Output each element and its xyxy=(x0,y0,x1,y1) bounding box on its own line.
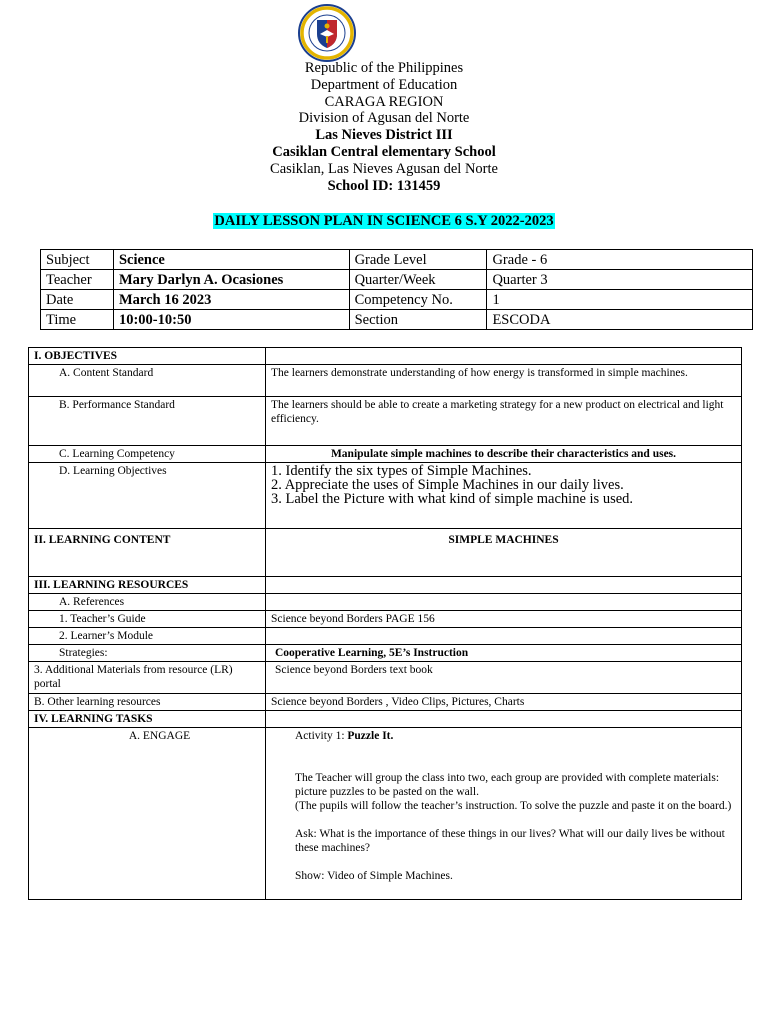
empty-cell xyxy=(266,628,742,645)
table-row xyxy=(29,728,742,900)
section-value: ESCODA xyxy=(487,310,753,330)
empty-cell xyxy=(266,711,742,728)
performance-standard-value: The learners should be able to create a marketing strategy for a new product on electrical and light efficiency. xyxy=(266,397,742,446)
grade-level-value: Grade - 6 xyxy=(487,250,753,270)
learning-objectives-label: D. Learning Objectives xyxy=(29,463,266,529)
engage-paragraph: Show: Video of Simple Machines. xyxy=(295,870,453,882)
engage-content xyxy=(266,728,742,900)
other-resources-value: Science beyond Borders , Video Clips, Pictures, Charts xyxy=(266,694,742,711)
learning-content-value: SIMPLE MACHINES xyxy=(266,529,742,577)
document-title-text: DAILY LESSON PLAN IN SCIENCE 6 S.Y 2022-2023 xyxy=(214,213,554,229)
header-republic: Republic of the Philippines xyxy=(304,60,464,76)
engage-activity xyxy=(295,729,737,743)
strategies-value: Cooperative Learning, 5E’s Instruction xyxy=(266,645,742,662)
table-row xyxy=(29,365,742,397)
subject-value: Science xyxy=(113,250,349,270)
strategies-label: Strategies: xyxy=(29,645,266,662)
learning-objectives-list xyxy=(266,463,742,529)
grade-level-label: Grade Level xyxy=(349,250,487,270)
engage-paragraph: Ask: What is the importance of these things in our lives? What will our daily lives be without these machines? xyxy=(295,828,725,854)
header-division: Division of Agusan del Norte xyxy=(298,110,470,127)
header-school-name: Casiklan Central elementary School xyxy=(272,143,496,160)
engage-paragraph: (The pupils will follow the teacher’s instruction. To solve the puzzle and paste it on the board.) xyxy=(295,800,732,812)
info-row xyxy=(41,270,753,290)
info-row xyxy=(41,290,753,310)
time-label: Time xyxy=(41,310,114,330)
table-row xyxy=(29,577,742,594)
competency-no-label: Competency No. xyxy=(349,290,487,310)
content-standard-label: A. Content Standard xyxy=(29,365,266,397)
header-school-address: Casiklan, Las Nieves Agusan del Norte xyxy=(270,160,498,177)
performance-standard-label: B. Performance Standard xyxy=(29,397,266,446)
learning-resources-heading: III. LEARNING RESOURCES xyxy=(29,577,266,594)
additional-materials-value: Science beyond Borders text book xyxy=(266,662,742,694)
empty-cell xyxy=(266,348,742,365)
lesson-plan-table xyxy=(28,347,742,900)
info-row xyxy=(41,310,753,330)
objective-item: 2. Appreciate the uses of Simple Machines in our daily lives. xyxy=(271,477,624,493)
engage-paragraph: The Teacher will group the class into two, each group are provided with complete materials: picture puzzles to be pasted on the wall. xyxy=(295,772,720,798)
table-row xyxy=(29,463,742,529)
time-value: 10:00-10:50 xyxy=(113,310,349,330)
deped-seal-icon xyxy=(296,4,358,62)
competency-no-value: 1 xyxy=(487,290,753,310)
learning-competency-label: C. Learning Competency xyxy=(29,446,266,463)
learning-content-heading: II. LEARNING CONTENT xyxy=(29,529,266,577)
engage-activity-name: Puzzle It. xyxy=(347,730,394,742)
document-title xyxy=(0,212,768,230)
engage-activity-prefix: Activity 1: xyxy=(295,730,348,742)
school-header xyxy=(0,60,768,194)
table-row xyxy=(29,594,742,611)
table-row xyxy=(29,711,742,728)
objective-item: 1. Identify the six types of Simple Machines. xyxy=(271,463,532,479)
table-row xyxy=(29,628,742,645)
learning-tasks-heading: IV. LEARNING TASKS xyxy=(29,711,266,728)
header-region: CARAGA REGION xyxy=(324,93,444,110)
objective-item: 3. Label the Picture with what kind of simple machine is used. xyxy=(271,491,634,507)
other-resources-label: B. Other learning resources xyxy=(29,694,266,711)
teacher-value: Mary Darlyn A. Ocasiones xyxy=(113,270,349,290)
empty-cell xyxy=(266,577,742,594)
additional-materials-label: 3. Additional Materials from resource (LR) portal xyxy=(29,662,266,694)
objectives-heading: I. OBJECTIVES xyxy=(29,348,266,365)
empty-cell xyxy=(266,594,742,611)
table-row xyxy=(29,446,742,463)
learners-module-label: 2. Learner’s Module xyxy=(29,628,266,645)
teachers-guide-value: Science beyond Borders PAGE 156 xyxy=(266,611,742,628)
table-row xyxy=(29,694,742,711)
section-label: Section xyxy=(349,310,487,330)
engage-label: A. ENGAGE xyxy=(29,728,266,900)
table-row xyxy=(29,529,742,577)
date-value: March 16 2023 xyxy=(113,290,349,310)
table-row xyxy=(29,397,742,446)
table-row xyxy=(29,645,742,662)
quarter-week-label: Quarter/Week xyxy=(349,270,487,290)
header-department: Department of Education xyxy=(310,76,458,93)
table-row xyxy=(29,611,742,628)
teachers-guide-label: 1. Teacher’s Guide xyxy=(29,611,266,628)
learning-competency-value: Manipulate simple machines to describe their characteristics and uses. xyxy=(266,446,742,463)
subject-label: Subject xyxy=(41,250,114,270)
table-row xyxy=(29,662,742,694)
header-school-id: School ID: 131459 xyxy=(327,177,441,194)
quarter-week-value: Quarter 3 xyxy=(487,270,753,290)
lesson-info-table xyxy=(40,249,753,330)
table-row xyxy=(29,348,742,365)
info-row xyxy=(41,250,753,270)
teacher-label: Teacher xyxy=(41,270,114,290)
date-label: Date xyxy=(41,290,114,310)
header-district: Las Nieves District III xyxy=(315,127,453,144)
references-label: A. References xyxy=(29,594,266,611)
content-standard-value: The learners demonstrate understanding of how energy is transformed in simple machines. xyxy=(266,365,742,397)
